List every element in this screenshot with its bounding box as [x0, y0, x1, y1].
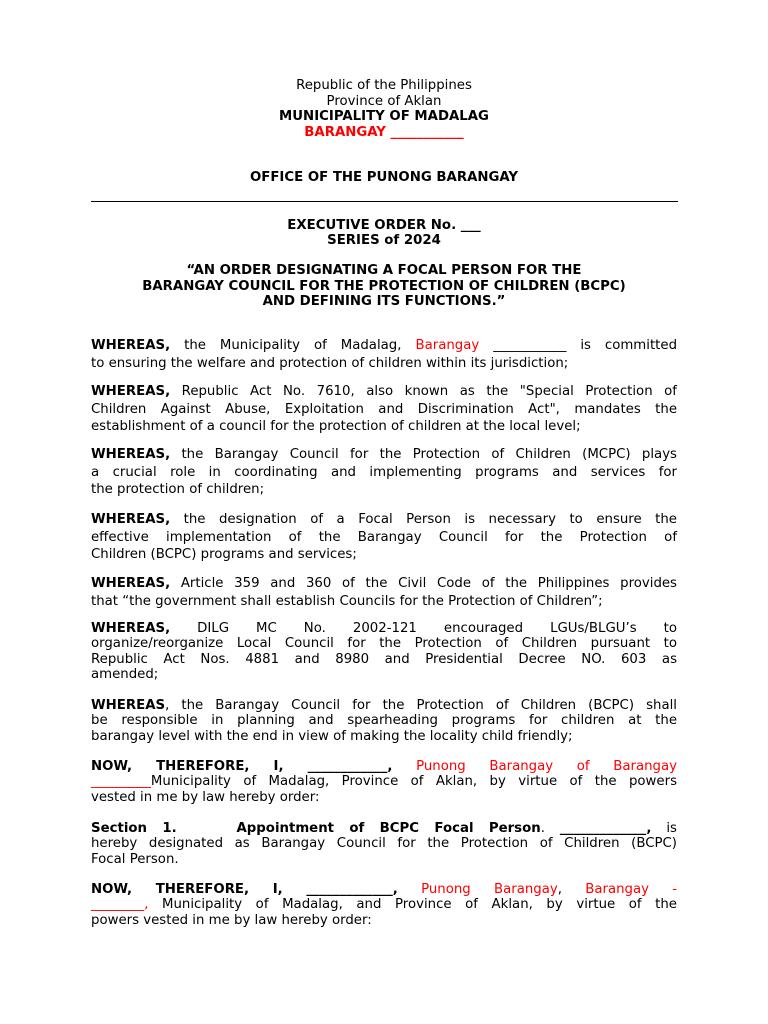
- whereas-clause-5: [91, 575, 677, 610]
- clause-line: [91, 836, 677, 851]
- clause-text: DILG MC No. 2002-121 encouraged LGUs/BLGU’s to: [170, 621, 677, 636]
- clause-text: effective implementation of the Barangay Council for the Protection of: [91, 529, 677, 545]
- province-line: Province of Aklan: [326, 94, 442, 109]
- barangay-highlight: Barangay -: [585, 882, 678, 897]
- whereas-clause-2: [91, 383, 677, 436]
- clause-keyword: WHEREAS: [91, 698, 166, 713]
- clause-line: [91, 852, 677, 867]
- clause-keyword: NOW, THEREFORE, I, ____________,: [91, 759, 393, 774]
- clause-text: Children (BCPC) programs and services;: [91, 547, 357, 563]
- order-title-line: AND DEFINING ITS FUNCTIONS.”: [262, 294, 506, 309]
- clause-text: the designation of a Focal Person is necessary to ensure the: [170, 512, 677, 527]
- whereas-clause-1: [91, 337, 677, 372]
- clause-text: Focal Person.: [91, 851, 179, 867]
- whereas-clause-3: [91, 446, 677, 499]
- barangay-line: BARANGAY ___________: [304, 125, 464, 140]
- barangay-highlight: Barangay: [415, 338, 480, 353]
- clause-line: [91, 593, 677, 611]
- clause-text: barangay level with the end in view of making the locality child friendly;: [91, 728, 573, 744]
- clause-text: powers vested in me by law hereby order:: [91, 912, 372, 928]
- clause-text: Republic Act Nos. 4881 and 8980 and Presidential Decree NO. 603 as: [91, 651, 677, 667]
- clause-line: [91, 446, 677, 464]
- clause-text: ___________ is committed: [479, 338, 678, 353]
- clause-line: [91, 652, 677, 667]
- clause-line: [91, 546, 677, 564]
- clause-keyword: WHEREAS,: [91, 447, 171, 462]
- clause-text: Municipality of Madalag, and Province of Aklan, by virtue of the: [148, 897, 677, 913]
- clause-text: the protection of children;: [91, 482, 265, 498]
- clause-text: Article 359 and 360 of the Civil Code of the Philippines provides: [170, 576, 677, 591]
- republic-line: Republic of the Philippines: [296, 78, 472, 93]
- order-title-line: “AN ORDER DESIGNATING A FOCAL PERSON FOR THE: [186, 263, 582, 278]
- blank-field-highlight: ________,: [91, 897, 149, 913]
- divider-rule: [91, 201, 678, 202]
- now-therefore-clause-1: [91, 759, 677, 805]
- clause-line: [91, 337, 677, 355]
- clause-text: the Municipality of Madalag,: [170, 338, 416, 353]
- clause-line: [91, 511, 677, 529]
- office-title: OFFICE OF THE PUNONG BARANGAY: [249, 170, 519, 185]
- clause-line: [91, 383, 677, 401]
- blank-field-highlight: _________: [91, 774, 151, 790]
- clause-text: , the Barangay Council for the Protection of Children (BCPC) shall: [165, 698, 677, 713]
- clause-line: [91, 355, 677, 373]
- now-therefore-clause-2: [91, 882, 677, 928]
- clause-line: [91, 774, 677, 789]
- clause-line: [91, 636, 677, 651]
- clause-keyword: NOW, THEREFORE, I, _____________,: [91, 882, 398, 897]
- whereas-clause-6: [91, 621, 677, 682]
- clause-line: [91, 481, 677, 499]
- clause-text: the Barangay Council for the Protection of Children (MCPC) plays: [170, 447, 677, 462]
- whereas-clause-4: [91, 511, 677, 564]
- clause-line: [91, 529, 677, 547]
- clause-line: [91, 790, 677, 805]
- clause-line: [91, 418, 677, 436]
- clause-line: [91, 621, 677, 636]
- section-heading: Appointment of BCPC Focal Person: [236, 821, 541, 836]
- section-number: Section 1.: [91, 821, 177, 836]
- clause-text: establishment of a council for the protection of children at the local level;: [91, 419, 581, 435]
- clause-text: Children Against Abuse, Exploitation and Discrimination Act", mandates the: [91, 401, 677, 417]
- clause-line: [91, 759, 677, 774]
- whereas-clause-7: [91, 698, 677, 744]
- clause-line: [91, 713, 677, 728]
- clause-line: [91, 464, 677, 482]
- clause-line: [91, 667, 677, 682]
- clause-keyword: WHEREAS,: [91, 384, 171, 399]
- clause-line: [91, 897, 677, 912]
- clause-text: that “the government shall establish Councils for the Protection of Children”;: [91, 593, 603, 609]
- order-title-line: BARANGAY COUNCIL FOR THE PROTECTION OF CHILDREN (BCPC): [142, 279, 626, 294]
- executive-order-series: SERIES of 2024: [327, 233, 441, 248]
- clause-line: [91, 729, 677, 744]
- clause-line: Section 1. Appointment of BCPC Focal Person. _____________, is: [91, 821, 677, 836]
- clause-line: [91, 698, 677, 713]
- clause-text: a crucial role in coordinating and implementing programs and services for: [91, 464, 677, 480]
- clause-text: hereby designated as Barangay Council for the Protection of Children (BCPC): [91, 836, 677, 852]
- clause-text: amended;: [91, 666, 159, 682]
- clause-text: organize/reorganize Local Council for the Protection of Children pursuant to: [91, 636, 677, 652]
- clause-line: [91, 401, 677, 419]
- focal-person-blank: _____________,: [559, 821, 652, 836]
- clause-line: NOW, THEREFORE, I, _____________, Punong Barangay, Barangay -: [91, 882, 678, 897]
- clause-text: to ensuring the welfare and protection of children within its jurisdiction;: [91, 355, 569, 371]
- clause-text: vested in me by law hereby order:: [91, 789, 320, 805]
- municipality-line: MUNICIPALITY OF MADALAG: [279, 109, 489, 124]
- section-1-clause: [91, 821, 677, 867]
- clause-keyword: WHEREAS,: [91, 621, 171, 636]
- executive-order-number: EXECUTIVE ORDER No. ___: [287, 218, 481, 233]
- clause-text: Municipality of Madalag, Province of Aklan, by virtue of the powers: [150, 774, 677, 790]
- clause-line: [91, 913, 677, 928]
- clause-keyword: WHEREAS,: [91, 338, 171, 353]
- punong-barangay-highlight: Punong Barangay: [421, 882, 558, 897]
- punong-barangay-highlight: Punong Barangay of Barangay: [416, 759, 677, 774]
- clause-text: be responsible in planning and spearheading programs for children at the: [91, 713, 677, 729]
- clause-text: Republic Act No. 7610, also known as the "Special Protection of: [170, 384, 677, 399]
- clause-line: [91, 575, 677, 593]
- clause-keyword: WHEREAS,: [91, 512, 171, 527]
- clause-keyword: WHEREAS,: [91, 576, 171, 591]
